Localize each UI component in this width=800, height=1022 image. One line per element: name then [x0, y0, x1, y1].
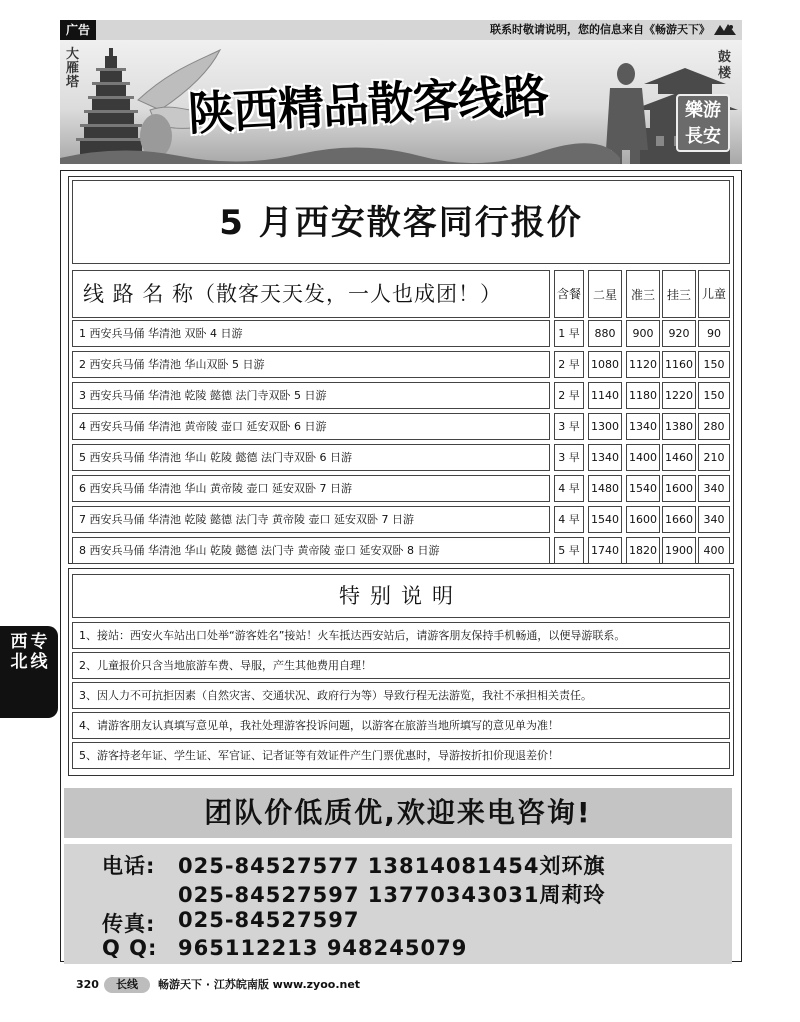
special-title: 特别说明 — [72, 574, 730, 618]
side-tab-col1: 西北 — [10, 632, 28, 672]
row-two-star: 1540 — [588, 506, 622, 533]
row-child: 150 — [698, 351, 730, 378]
banner-seal: 樂游長安 — [676, 94, 730, 152]
row-quasi-three: 1400 — [626, 444, 660, 471]
row-quasi-three: 1180 — [626, 382, 660, 409]
row-child: 90 — [698, 320, 730, 347]
footer-publication: 畅游天下 · 江苏皖南版 www.zyoo.net — [158, 978, 361, 991]
row-child: 340 — [698, 475, 730, 502]
row-listed-three: 1900 — [662, 537, 696, 564]
row-quasi-three: 1540 — [626, 475, 660, 502]
row-two-star: 1300 — [588, 413, 622, 440]
header-meal: 含餐 — [554, 270, 584, 318]
row-child: 210 — [698, 444, 730, 471]
row-listed-three: 1160 — [662, 351, 696, 378]
row-child: 150 — [698, 382, 730, 409]
qq-label: Q Q: — [102, 936, 158, 960]
ad-label: 广告 — [60, 20, 96, 40]
phone-line-2: 025-84527597 13770343031周莉玲 — [178, 883, 606, 907]
special-note: 4、请游客朋友认真填写意见单，我社处理游客投诉问题，以游客在旅游当地所填写的意见单为准！ — [72, 712, 730, 739]
row-route: 5 西安兵马俑 华清池 华山 乾陵 懿德 法门寺双卧 6 日游 — [72, 444, 550, 471]
row-route: 8 西安兵马俑 华清池 华山 乾陵 懿德 法门寺 黄帝陵 壶口 延安双卧 8 日游 — [72, 537, 550, 564]
row-quasi-three: 1120 — [626, 351, 660, 378]
row-child: 280 — [698, 413, 730, 440]
row-quasi-three: 1820 — [626, 537, 660, 564]
special-note: 3、因人力不可抗拒因素（自然灾害、交通状况、政府行为等）导致行程无法游览，我社不承担相关责任。 — [72, 682, 730, 709]
row-two-star: 1080 — [588, 351, 622, 378]
row-route: 3 西安兵马俑 华清池 乾陵 懿德 法门寺双卧 5 日游 — [72, 382, 550, 409]
contact-box — [64, 844, 732, 964]
row-child: 340 — [698, 506, 730, 533]
row-two-star: 1480 — [588, 475, 622, 502]
row-quasi-three: 1600 — [626, 506, 660, 533]
page-number: 320 — [76, 978, 99, 991]
page-title: 5 月西安散客同行报价 — [72, 180, 730, 264]
row-meal: 4 早 — [554, 475, 584, 502]
row-child: 400 — [698, 537, 730, 564]
row-meal: 2 早 — [554, 382, 584, 409]
row-listed-three: 920 — [662, 320, 696, 347]
row-listed-three: 1380 — [662, 413, 696, 440]
row-quasi-three: 1340 — [626, 413, 660, 440]
banner-right-label: 鼓楼 — [718, 50, 732, 81]
header-route: 线 路 名 称（散客天天发，一人也成团！） — [72, 270, 550, 318]
banner-title: 陕西精品散客线路 — [186, 68, 550, 141]
row-route: 2 西安兵马俑 华清池 华山双卧 5 日游 — [72, 351, 550, 378]
row-two-star: 880 — [588, 320, 622, 347]
row-route: 6 西安兵马俑 华清池 华山 黄帝陵 壶口 延安双卧 7 日游 — [72, 475, 550, 502]
special-note: 1、接站：西安火车站出口处举“游客姓名”接站！火车抵达西安站后，请游客朋友保持手机畅通，以便导游联系。 — [72, 622, 730, 649]
row-meal: 3 早 — [554, 413, 584, 440]
row-two-star: 1140 — [588, 382, 622, 409]
header-note: 联系时敬请说明，您的信息来自《畅游天下》 — [490, 23, 710, 36]
side-tab-col2: 专线 — [30, 632, 48, 672]
fax-number: 025-84527597 — [178, 908, 360, 932]
phone-label: 电话: — [102, 854, 156, 878]
row-listed-three: 1600 — [662, 475, 696, 502]
phone-line-1: 025-84527577 13814081454刘环旗 — [178, 854, 606, 878]
page-footer — [60, 976, 742, 994]
row-listed-three: 1220 — [662, 382, 696, 409]
row-route: 1 西安兵马俑 华清池 双卧 4 日游 — [72, 320, 550, 347]
header-two-star: 二星 — [588, 270, 622, 318]
header-child: 儿童 — [698, 270, 730, 318]
row-quasi-three: 900 — [626, 320, 660, 347]
banner — [60, 40, 742, 164]
row-listed-three: 1460 — [662, 444, 696, 471]
slogan: 团队价低质优,欢迎来电咨询! — [64, 788, 732, 838]
header-listed-three: 挂三 — [662, 270, 696, 318]
special-note: 2、儿童报价只含当地旅游车费、导服，产生其他费用自理！ — [72, 652, 730, 679]
section-side-tab — [0, 626, 58, 718]
row-meal: 4 早 — [554, 506, 584, 533]
magazine-logo-icon — [712, 21, 738, 39]
row-route: 7 西安兵马俑 华清池 乾陵 懿德 法门寺 黄帝陵 壶口 延安双卧 7 日游 — [72, 506, 550, 533]
row-listed-three: 1660 — [662, 506, 696, 533]
banner-left-label: 大雁塔 — [66, 47, 80, 90]
row-meal: 5 早 — [554, 537, 584, 564]
row-route: 4 西安兵马俑 华清池 黄帝陵 壶口 延安双卧 6 日游 — [72, 413, 550, 440]
row-meal: 2 早 — [554, 351, 584, 378]
fax-label: 传真: — [102, 912, 156, 936]
special-note: 5、游客持老年证、学生证、军官证、记者证等有效证件产生门票优惠时，导游按折扣价现退差价！ — [72, 742, 730, 769]
row-two-star: 1340 — [588, 444, 622, 471]
header-quasi-three: 准三 — [626, 270, 660, 318]
row-meal: 3 早 — [554, 444, 584, 471]
row-meal: 1 早 — [554, 320, 584, 347]
row-two-star: 1740 — [588, 537, 622, 564]
qq-numbers: 965112213 948245079 — [178, 936, 468, 960]
footer-tag: 长线 — [104, 977, 150, 993]
